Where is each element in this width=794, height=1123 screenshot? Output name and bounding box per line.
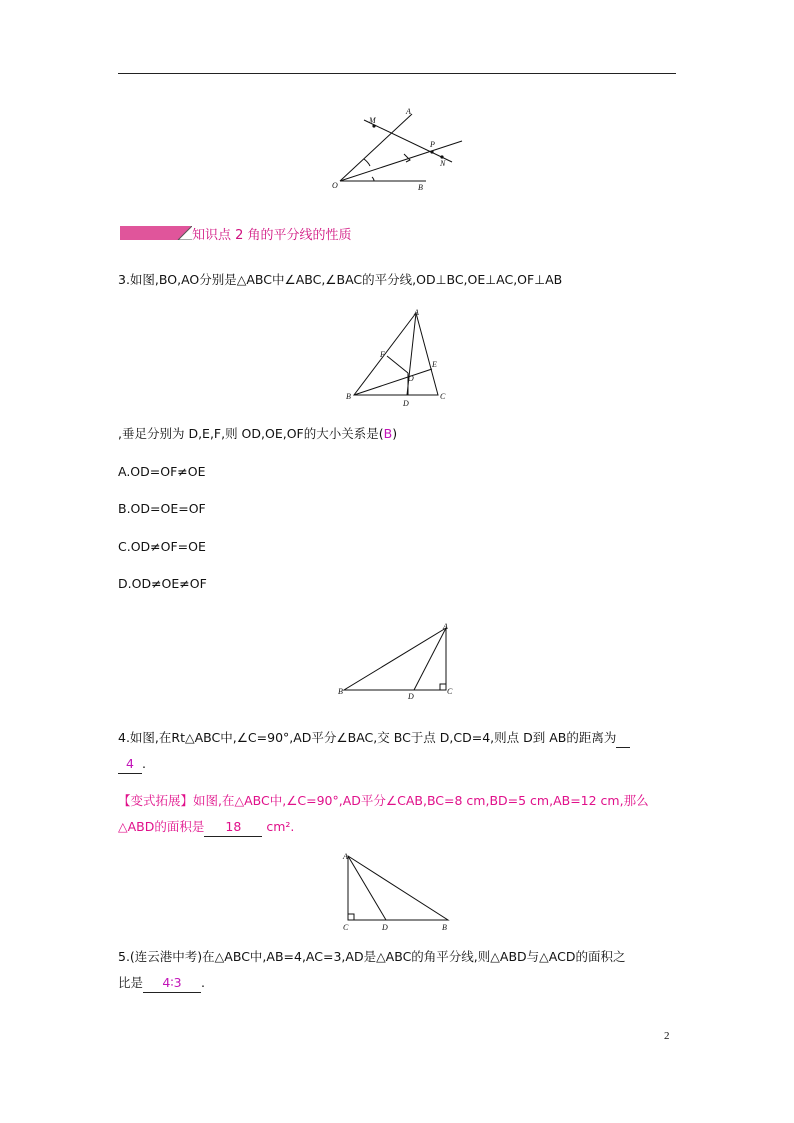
label-M: M — [369, 116, 376, 125]
figure-q3-triangle — [340, 305, 450, 407]
section-banner — [120, 224, 500, 244]
q3-option-d: D.OD≠OE≠OF — [118, 576, 207, 591]
variant-line2 — [118, 818, 294, 837]
label-A: A — [443, 622, 448, 631]
banner-tag — [120, 226, 172, 240]
label-A: A — [343, 852, 348, 861]
label-P: P — [430, 140, 435, 149]
q4-answer: 4 — [118, 755, 142, 774]
label-B: B — [418, 183, 423, 192]
label-D: D — [408, 692, 414, 700]
label-D: D — [403, 399, 409, 407]
figure-angle-bisector — [330, 104, 470, 192]
q5-prefix: 比是 — [118, 975, 144, 990]
label-N: N — [440, 159, 446, 168]
q4-line2 — [118, 755, 146, 774]
q5-end: . — [201, 975, 205, 990]
banner-tag-tail — [172, 226, 192, 240]
variant-prefix: △ABD的面积是 — [118, 819, 205, 834]
label-B: B — [346, 392, 351, 401]
q4-blank-start — [616, 729, 630, 748]
q4-end: . — [142, 756, 146, 771]
label-D: D — [382, 923, 388, 932]
label-O: O — [332, 181, 338, 190]
label-E: E — [432, 360, 437, 369]
q4-line1 — [118, 729, 630, 748]
variant-unit: cm². — [266, 819, 295, 834]
label-B: B — [442, 923, 447, 932]
variant-answer: 18 — [204, 818, 262, 837]
q3-answer: B — [383, 426, 393, 441]
section-title: 知识点 2 角的平分线的性质 — [192, 228, 352, 243]
q5-line2 — [118, 974, 205, 993]
label-C: C — [440, 392, 446, 401]
q3-option-b: B.OD=OE=OF — [118, 501, 206, 516]
figure-variant-triangle — [338, 848, 458, 932]
q4-text: 4.如图,在Rt△ABC中,∠C=90°,AD平分∠BAC,交 BC于点 D,CD=4,则点 D到 AB的距离为 — [118, 730, 617, 745]
header-rule — [118, 73, 676, 74]
q3-line1: 3.如图,BO,AO分别是△ABC中∠ABC,∠BAC的平分线,OD⊥BC,OE⊥AC,OF⊥AB — [118, 272, 563, 287]
q3-option-c: C.OD≠OF=OE — [118, 539, 206, 554]
q5-answer: 4∶3 — [143, 974, 201, 993]
label-C: C — [343, 923, 349, 932]
q3-line2 — [118, 425, 397, 443]
label-A: A — [406, 107, 411, 116]
q3-option-a: A.OD=OF≠OE — [118, 464, 206, 479]
variant-line1: 【变式拓展】如图,在△ABC中,∠C=90°,AD平分∠CAB,BC=8 cm,BD=5 cm,AB=12 cm,那么 — [118, 793, 649, 808]
label-C: C — [447, 687, 453, 696]
page-number: 2 — [664, 1030, 670, 1042]
label-A: A — [414, 308, 419, 317]
q3-line2-suffix: ) — [392, 426, 398, 441]
label-O: O — [408, 374, 414, 383]
q5-line1: 5.(连云港中考)在△ABC中,AB=4,AC=3,AD是△ABC的角平分线,则△ABD与△ACD的面积之 — [118, 949, 626, 964]
label-F: F — [380, 350, 385, 359]
q3-line2-prefix: ,垂足分别为 D,E,F,则 OD,OE,OF的大小关系是( — [118, 426, 384, 441]
figure-q4-triangle — [336, 620, 462, 700]
label-B: B — [338, 687, 343, 696]
